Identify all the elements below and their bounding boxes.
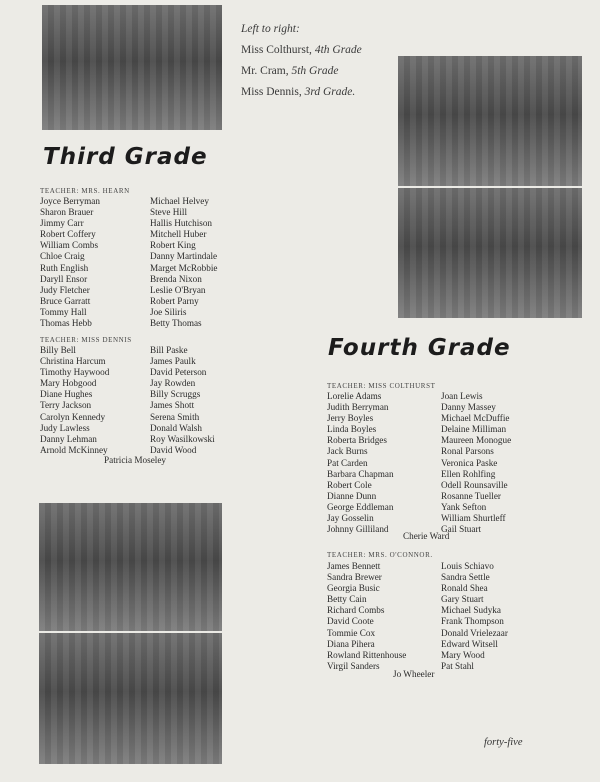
student-name: Rowland Rittenhouse [327,649,407,660]
student-name: Diana Pihera [327,638,375,649]
caption-row: Mr. Cram, 5th Grade [241,65,339,77]
student-name: Hallis Hutchison [150,218,213,229]
student-name: Serena Smith [150,411,200,422]
student-name: Danny Lehman [40,433,97,444]
student-name: Rosanne Tueller [441,490,501,501]
student-name: Robert King [150,240,196,251]
student-name: Joyce Berryman [40,196,100,206]
student-name: Jimmy Carr [40,218,84,229]
student-name: Frank Thompson [441,616,504,627]
student-name: Ellen Rohlfing [441,468,496,479]
student-name: Marget McRobbie [150,262,218,273]
student-name: James Shott [150,400,195,411]
student-name: Mitchell Huber [150,229,207,240]
fourth-grade-oconnor-last-student: Jo Wheeler [393,669,435,679]
third-grade-dennis-left-column [40,345,109,456]
student-name: Barbara Chapman [327,468,394,479]
student-name: Jay Rowden [150,378,196,389]
fourth-grade-colthurst-last-student: Cherie Ward [403,531,450,541]
student-name: Michael Helvey [150,196,209,206]
student-name: Linda Boyles [327,424,377,435]
student-name: Tommie Cox [327,627,376,638]
caption-row: Miss Dennis, 3rd Grade. [241,86,356,98]
student-name: Jack Burns [327,446,368,457]
student-name: Michael Sudyka [441,605,501,616]
student-name: Joan Lewis [441,391,483,401]
student-name: Gail Stuart [441,524,482,535]
student-name: David Wood [150,444,197,455]
student-name: David Coote [327,616,374,627]
caption-intro: Left to right: [241,23,300,35]
student-name: Pat Carden [327,457,368,468]
student-name: James Bennett [327,561,381,571]
student-name: Robert Cole [327,479,372,490]
student-name: Veronica Paske [441,457,498,468]
student-name: Diane Hughes [40,389,93,400]
caption-row: Miss Colthurst, 4th Grade [241,44,362,56]
student-name: Ruth English [40,262,89,273]
student-name: Maureen Monogue [441,435,512,446]
third-grade-teacher-hearn: TEACHER: MRS. HEARN [40,187,130,195]
student-name: Judy Fletcher [40,284,90,295]
fourth-grade-teacher-colthurst: TEACHER: MISS COLTHURST [327,382,436,390]
teachers-photo [42,5,222,130]
student-name: Danny Massey [441,402,496,413]
student-name: Donald Walsh [150,422,202,433]
student-name: Joe Siliris [150,306,187,317]
student-name: Donald Vrielezaar [441,627,508,638]
student-name: Jerry Boyles [327,413,374,424]
fourth-grade-title: Fourth Grade [328,335,511,361]
student-name: Billy Scruggs [150,389,201,400]
student-name: Steve Hill [150,207,188,218]
student-name: Dianne Dunn [327,490,377,501]
student-name: Leslie O'Bryan [150,284,206,295]
student-name: Bill Paske [150,345,188,355]
student-name: William Combs [40,240,99,251]
student-name: Ronald Shea [441,583,488,594]
student-name: Roy Wasilkowski [150,433,215,444]
student-name: Robert Parny [150,295,199,306]
fourth-grade-colthurst-left-column [327,391,394,535]
third-grade-dennis-right-column [150,345,215,456]
student-name: Michael McDuffie [441,413,510,424]
class-photo-middle-right [398,188,582,318]
student-name: Roberta Bridges [327,435,387,446]
student-name: Odell Rounsaville [441,479,508,490]
student-name: Christina Harcum [40,356,106,367]
student-name: Lorelie Adams [327,391,382,401]
student-name: Judith Berryman [327,402,389,413]
student-name: Sharon Brauer [40,207,94,218]
student-name: Robert Coffery [40,229,96,240]
student-name: Jay Gosselin [327,513,374,524]
fourth-grade-teacher-oconnor: TEACHER: MRS. O'CONNOR. [327,551,433,559]
student-name: Chloe Craig [40,251,85,262]
third-grade-hearn-right-column [150,196,217,329]
student-name: Sandra Settle [441,572,490,583]
student-name: Mary Hobgood [40,378,97,389]
student-name: James Paulk [150,356,196,367]
student-name: Tommy Hall [40,306,87,317]
fourth-grade-oconnor-left-column [327,561,406,672]
student-name: Richard Combs [327,605,385,616]
fourth-grade-oconnor-right-column [441,561,508,672]
student-name: William Shurtleff [441,513,506,524]
class-photo-bottom-left-upper [39,503,222,631]
page-number: forty-five [484,737,523,748]
class-photo-top-right [398,56,582,186]
student-name: Gary Stuart [441,594,484,605]
photo-caption [241,19,362,103]
student-name: Terry Jackson [40,400,92,411]
student-name: Daryll Ensor [40,273,88,284]
student-name: Pat Stahl [441,660,474,671]
third-grade-title: Third Grade [43,144,208,170]
third-grade-dennis-last-student: Patricia Moseley [104,455,166,465]
student-name: Timothy Haywood [40,367,110,378]
student-name: Johnny Gilliland [327,524,389,535]
student-name: David Peterson [150,367,207,378]
student-name: Ronal Parsons [441,446,494,457]
student-name: Carolyn Kennedy [40,411,106,422]
student-name: Delaine Milliman [441,424,507,435]
student-name: Brenda Nixon [150,273,202,284]
class-photo-bottom-left-lower [39,633,222,764]
student-name: Mary Wood [441,649,485,660]
student-name: Billy Bell [40,345,76,355]
student-name: George Eddleman [327,501,394,512]
student-name: Danny Martindale [150,251,218,262]
student-name: Betty Thomas [150,318,202,329]
third-grade-teacher-dennis: TEACHER: MISS DENNIS [40,336,132,344]
student-name: Bruce Garratt [40,295,91,306]
student-name: Louis Schiavo [441,561,494,571]
fourth-grade-colthurst-right-column [441,391,511,535]
student-name: Thomas Hebb [40,318,92,329]
student-name: Edward Witsell [441,638,498,649]
third-grade-hearn-left-column [40,196,100,329]
student-name: Yank Sefton [441,501,487,512]
student-name: Arnold McKinney [40,444,108,455]
student-name: Betty Cain [327,594,367,605]
student-name: Judy Lawless [40,422,90,433]
student-name: Sandra Brewer [327,572,382,583]
student-name: Virgil Sanders [327,660,380,671]
student-name: Georgia Busic [327,583,380,594]
